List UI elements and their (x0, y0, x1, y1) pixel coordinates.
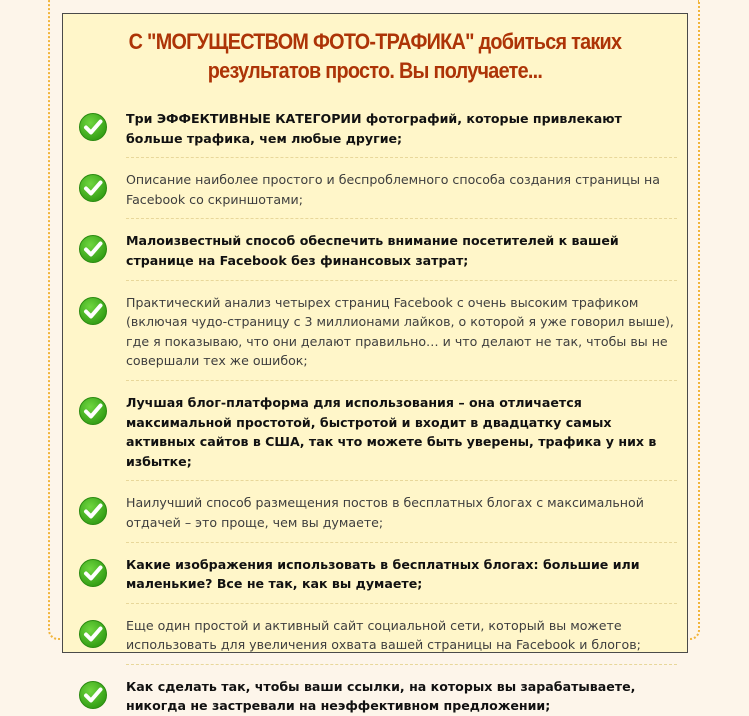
content-panel (62, 13, 688, 714)
green-checkmark-icon (79, 235, 107, 263)
heading-line-1: С "МОГУЩЕСТВОМ ФОТО-ТРАФИКА" добиться таких (128, 29, 622, 54)
list-item (63, 616, 689, 655)
list-item (63, 109, 689, 148)
item-text: Еще один простой и активный сайт социальной сети, который вы можете использовать для увеличения охвата вашей страницы на Facebook и блогов; (126, 617, 641, 653)
green-checkmark-icon (79, 559, 107, 587)
item-text: Описание наиболее простого и беспроблемного способа создания страницы на Facebook со скриншотами; (126, 172, 660, 207)
divider (126, 480, 677, 481)
divider (126, 603, 677, 604)
list-item (63, 170, 689, 209)
list-item (63, 231, 689, 270)
green-checkmark-icon (79, 174, 107, 202)
list-item (63, 393, 689, 471)
item-text: Практический анализ четырех страниц Facebook с очень высоким трафиком (включая чудо-страницу с 3 миллионами лайков, о которой я уже говорил выше), где я показываю, что они делают правильно… и что делают не так, чтобы вы не совершали тех же ошибок; (126, 294, 674, 369)
list-item (63, 293, 689, 371)
list-item (63, 677, 689, 716)
green-checkmark-icon (79, 297, 107, 325)
divider (126, 218, 677, 219)
item-text: Лучшая блог-платформа для использования – она отличается максимальной простотой, быстротой и входит в двадцатку самых активных сайтов в США, так что можете быть уверены, трафика у них в избытке; (126, 394, 657, 469)
item-text: Какие изображения использовать в бесплатных блогах: большие или маленькие? Все не так, как вы думаете; (126, 556, 640, 592)
outer-frame (48, 0, 700, 714)
list-item (63, 555, 689, 594)
item-text: Как сделать так, чтобы ваши ссылки, на которых вы зарабатываете, никогда не застревали на неэффективном предложении; (126, 678, 636, 714)
benefits-list (63, 109, 689, 716)
item-text: Три ЭФФЕКТИВНЫЕ КАТЕГОРИИ фотографий, которые привлекают больше трафика, чем любые другие; (126, 111, 622, 146)
heading-line-2: результатов просто. Вы получаете... (207, 58, 543, 83)
green-checkmark-icon (79, 113, 107, 141)
item-text: Наилучший способ размещения постов в бесплатных блогах с максимальной отдачей – это проще, чем вы думаете; (126, 495, 644, 530)
green-checkmark-icon (79, 497, 107, 525)
page-heading (94, 14, 656, 85)
divider (126, 664, 677, 665)
divider (126, 157, 677, 158)
item-text: Малоизвестный способ обеспечить внимание посетителей к вашей странице на Facebook без финансовых затрат; (126, 233, 619, 268)
green-checkmark-icon (79, 620, 107, 648)
list-item (63, 493, 689, 532)
divider (126, 280, 677, 281)
divider (126, 542, 677, 543)
green-checkmark-icon (79, 681, 107, 709)
divider (126, 380, 677, 381)
green-checkmark-icon (79, 397, 107, 425)
